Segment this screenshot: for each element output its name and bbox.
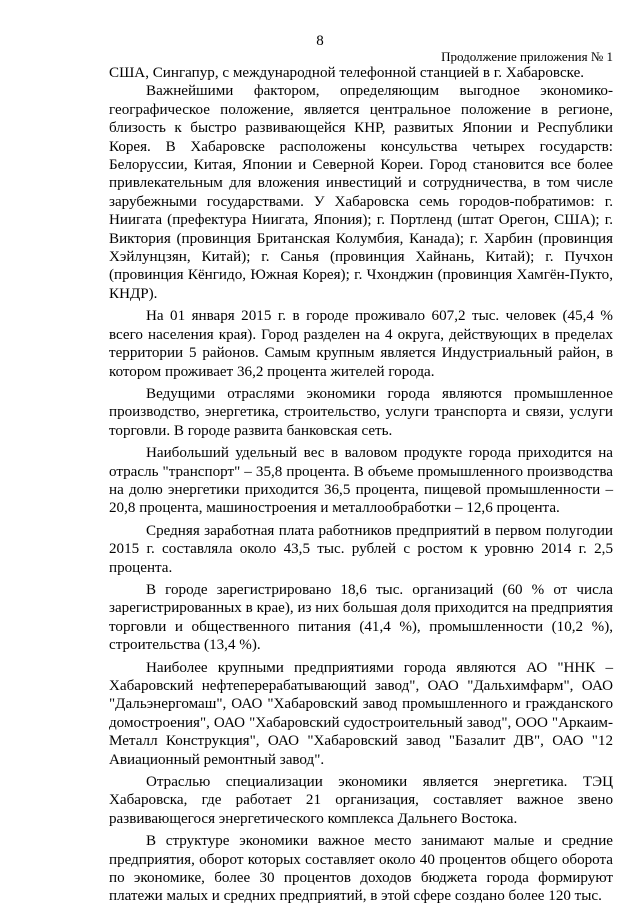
appendix-continuation-label: Продолжение приложения № 1 <box>441 49 613 64</box>
paragraph-gross-product-share: Наибольший удельный вес в валовом продукте города приходится на отрасль "транспорт" – 35,8 процента. В объеме промышленного производства на долю энергетики приходится 36,5 процента, пищевой промышленности – 20,8 процента, машиностроения и металлообработки – 12,6 процента. <box>109 445 613 517</box>
document-body <box>109 64 613 906</box>
paragraph-leading-industries: Ведущими отраслями экономики города являются промышленное производство, энергетика, строительство, услуги транспорта и связи, услуги торговли. В городе развита банковская сеть. <box>109 385 613 439</box>
paragraph-geographic-position: Важнейшими фактором, определяющим выгодное экономико-географическое положение, является центральное положение в регионе, близость к быстро развивающейся КНР, развитых Японии и Республики Корея. В Хабаровске расположены консульства четырех государств: Белоруссии, Китая, Японии и Северной Кореи. Город становится все более привлекательным для вложения инвестиций и сотрудничества, в том числе зарубежными государствами. У Хабаровска семь городов-побратимов: г. Ниигата (префектура Ниигата, Япония); г. Портленд (штат Орегон, США); г. Виктория (провинция Британская Колумбия, Канада); г. Харбин (провинция Хэйлунцзян, Китай); г. Санья (провинция Хайнань, Китай); г. Пучхон (провинция Кёнгидо, Южная Корея); г. Чхонджин (провинция Хамгён-Пукто, КНДР). <box>109 83 613 302</box>
paragraph-intro-continuation: США, Сингапур, с международной телефонной станцией в г. Хабаровске. <box>109 65 585 81</box>
paragraph-average-salary: Средняя заработная плата работников предприятий в первом полугодии 2015 г. составляла около 43,5 тыс. рублей с ростом к уровню 2014 г. 2,5 процента. <box>109 522 613 576</box>
page-number: 8 <box>316 33 324 49</box>
paragraph-registered-organizations: В городе зарегистрировано 18,6 тыс. организаций (60 % от числа зарегистрированных в крае), из них большая доля приходится на предприятия торговли и общественного питания (41,4 %), промышленности (10,2 %), строительства (13,4 %). <box>109 581 613 654</box>
paragraph-largest-enterprises: Наиболее крупными предприятиями города являются АО "ННК – Хабаровский нефтеперерабатывающий завод", ОАО "Дальхимфарм", ОАО "Дальэнергомаш", ОАО "Хабаровский завод промышленного и гражданского домостроения", ОАО "Хабаровский судостроительный завод", ООО "Аркаим-Металл Конструкция", ОАО "Хабаровский завод "Базалит ДВ", ОАО "12 Авиационный ремонтный завод". <box>109 659 613 768</box>
paragraph-population: На 01 января 2015 г. в городе проживало 607,2 тыс. человек (45,4 % всего населения края). Город разделен на 4 округа, действующих в пределах территории 5 районов. Самым крупным является Индустриальный район, в котором проживает 36,2 процента жителей города. <box>109 308 613 380</box>
paragraph-energy-specialization: Отраслью специализации экономики является энергетика. ТЭЦ Хабаровска, где работает 21 организация, составляет важное звено развивающегося энергетического комплекса Дальнего Востока. <box>109 774 613 827</box>
paragraph-small-medium-business: В структуре экономики важное место занимают малые и средние предприятия, оборот которых составляет около 40 процентов общего оборота по экономике, более 30 процентов доходов бюджета города формируют платежи малых и средних предприятий, в этой сфере создано более 120 тыс. <box>109 833 613 905</box>
